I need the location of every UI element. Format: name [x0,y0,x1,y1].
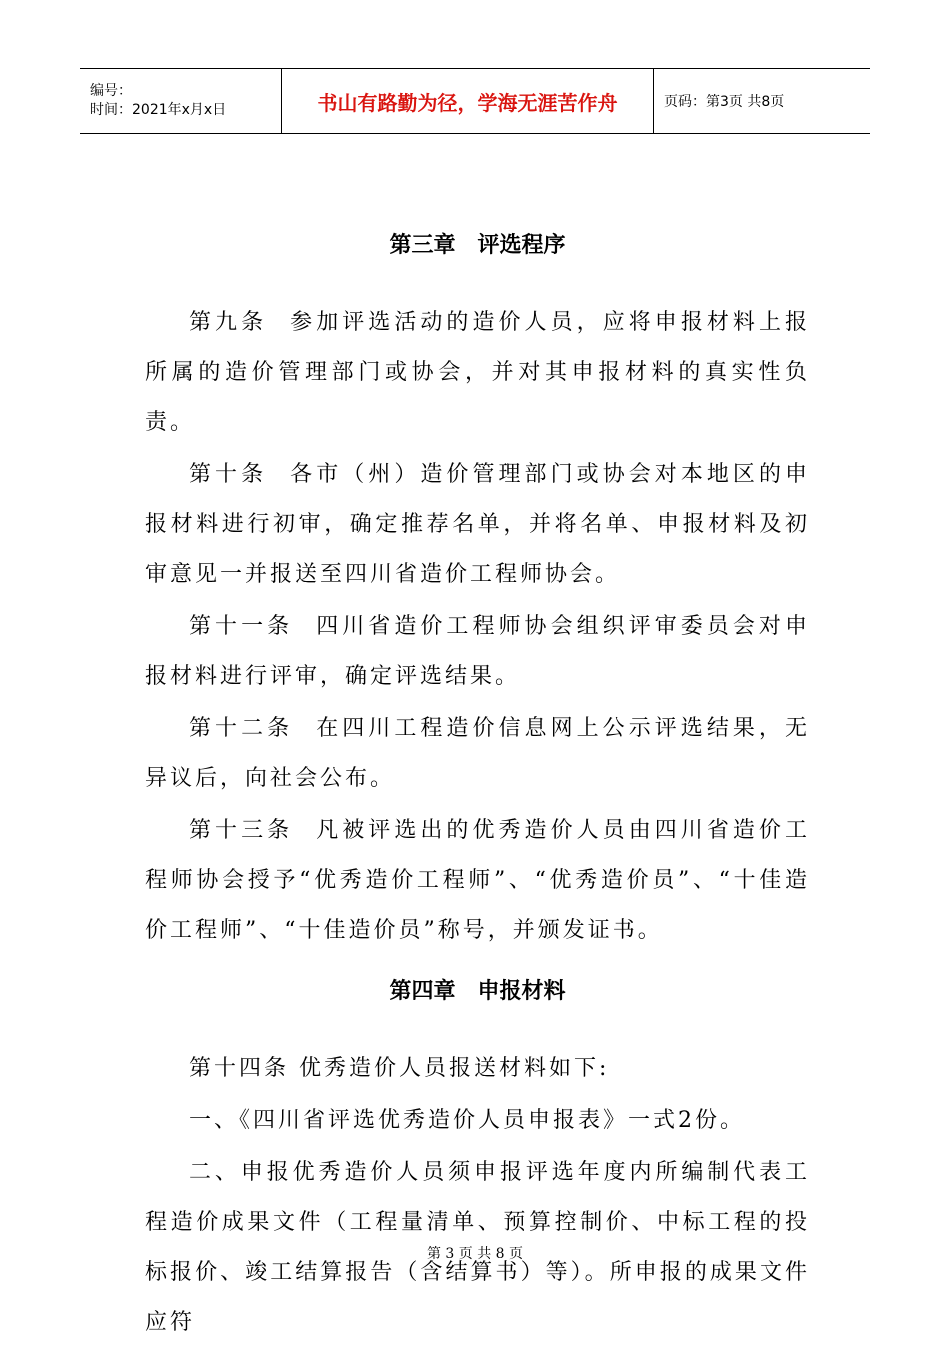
article-9 [145,298,810,448]
article-14-item-2: 二、申报优秀造价人员须申报评选年度内所编制代表工程造价成果文件（工程量清单、预算控制价、中标工程的投标报价、竣工结算报告（含结算书）等）。所申报的成果文件应符 [145,1160,810,1335]
page-header [80,68,870,134]
chapter-number: 第三章 [389,233,456,258]
document-date: 时间：2021年x月x日 [90,102,227,118]
article-label: 第十三条 [189,818,294,843]
chapter-3-heading [145,222,810,270]
article-14-item-1: 一、《四川省评选优秀造价人员申报表》一式2份。 [189,1108,745,1133]
header-page-info [654,69,870,133]
article-text: 各市（州）造价管理部门或协会对本地区的申报材料进行初审，确定推荐名单，并将名单、申报材料及初审意见一并报送至四川省造价工程师协会。 [145,462,810,587]
article-label: 第九条 [189,310,268,335]
article-10 [145,450,810,600]
article-11 [145,602,810,702]
page-footer [0,1243,950,1263]
article-label: 第十一条 [189,614,294,639]
chapter-title: 申报材料 [477,979,566,1004]
footer-page-number: 第 3 页 共 8 页 [426,1246,524,1262]
page-info-text: 页码：第3页 共8页 [664,94,785,110]
header-motto [282,69,654,133]
header-meta [80,69,282,133]
chapter-number: 第四章 [389,979,456,1004]
article-label: 第十条 [189,462,268,487]
document-number-label: 编号： [90,83,132,99]
article-text: 参加评选活动的造价人员，应将申报材料上报所属的造价管理部门或协会，并对其申报材料的真实性负责。 [145,310,810,435]
article-label: 第十二条 [189,716,294,741]
article-text: 凡被评选出的优秀造价人员由四川省造价工程师协会授予“优秀造价工程师”、“优秀造价员”、“十佳造价工程师”、“十佳造价员”称号，并颁发证书。 [145,818,810,943]
article-12 [145,704,810,804]
article-text: 四川省造价工程师协会组织评审委员会对申报材料进行评审，确定评选结果。 [145,614,810,689]
chapter-4-heading [145,968,810,1016]
motto-text: 书山有路勤为径，学海无涯苦作舟 [317,90,618,115]
article-text: 在四川工程造价信息网上公示评选结果，无异议后，向社会公布。 [145,716,810,791]
document-body [145,222,810,1348]
article-13 [145,806,810,956]
chapter-title: 评选程序 [477,233,566,258]
article-14-intro: 第十四条 优秀造价人员报送材料如下: [189,1056,610,1081]
